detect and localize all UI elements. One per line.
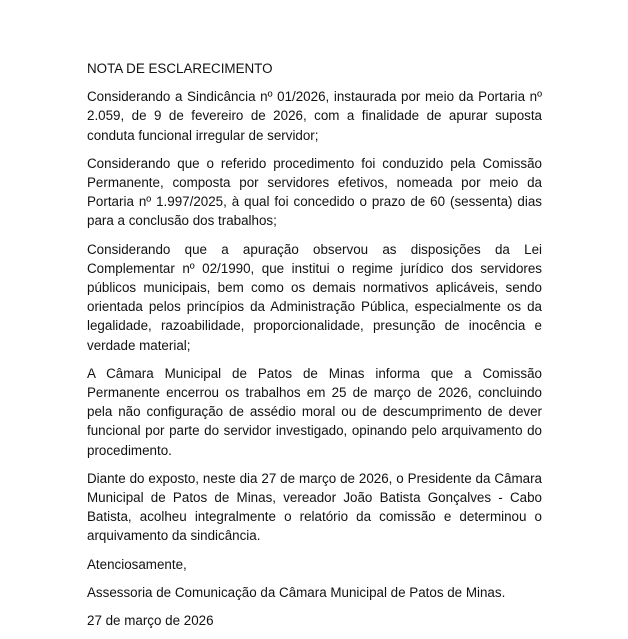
document-title: NOTA DE ESCLARECIMENTO	[87, 61, 273, 76]
paragraph-conclusao: A Câmara Municipal de Patos de Minas informa que a Comissão Permanente encerrou os trabalhos em 25 de março de 2026, concluindo pela não configuração de assédio moral ou de descumprimento de dever funcional por parte do servidor investigado, opinando pelo arquivamento do procedimento.	[87, 365, 542, 458]
signature: Assessoria de Comunicação da Câmara Municipal de Patos de Minas.	[87, 584, 506, 600]
closing: Atenciosamente,	[87, 556, 187, 572]
document	[87, 59, 542, 639]
paragraph-sindicancia: Considerando a Sindicância nº 01/2026, instaurada por meio da Portaria nº 2.059, de 9 de fevereiro de 2026, com a finalidade de apurar suposta conduta funcional irregular de servidor;	[87, 89, 542, 143]
paragraph-lei-complementar: Considerando que a apuração observou as disposições da Lei Complementar nº 02/1990, que institui o regime jurídico dos servidores públicos municipais, bem como os demais normativos aplicáveis, sendo orientada pelos princípios da Administração Pública, especialmente os da legalidade, razoabilidade, proporcionalidade, presunção de inocência e verdade material;	[87, 241, 542, 353]
document-date: 27 de março de 2026	[87, 613, 214, 629]
paragraph-arquivamento: Diante do exposto, neste dia 27 de março de 2026, o Presidente da Câmara Municipal de Patos de Minas, vereador João Batista Gonçalves - Cabo Batista, acolheu integralmente o relatório da comissão e determinou o arquivamento da sindicância.	[87, 470, 542, 544]
paragraph-comissao: Considerando que o referido procedimento foi conduzido pela Comissão Permanente, composta por servidores efetivos, nomeada por meio da Portaria nº 1.997/2025, à qual foi concedido o prazo de 60 (sessenta) dias para a conclusão dos trabalhos;	[87, 155, 542, 229]
